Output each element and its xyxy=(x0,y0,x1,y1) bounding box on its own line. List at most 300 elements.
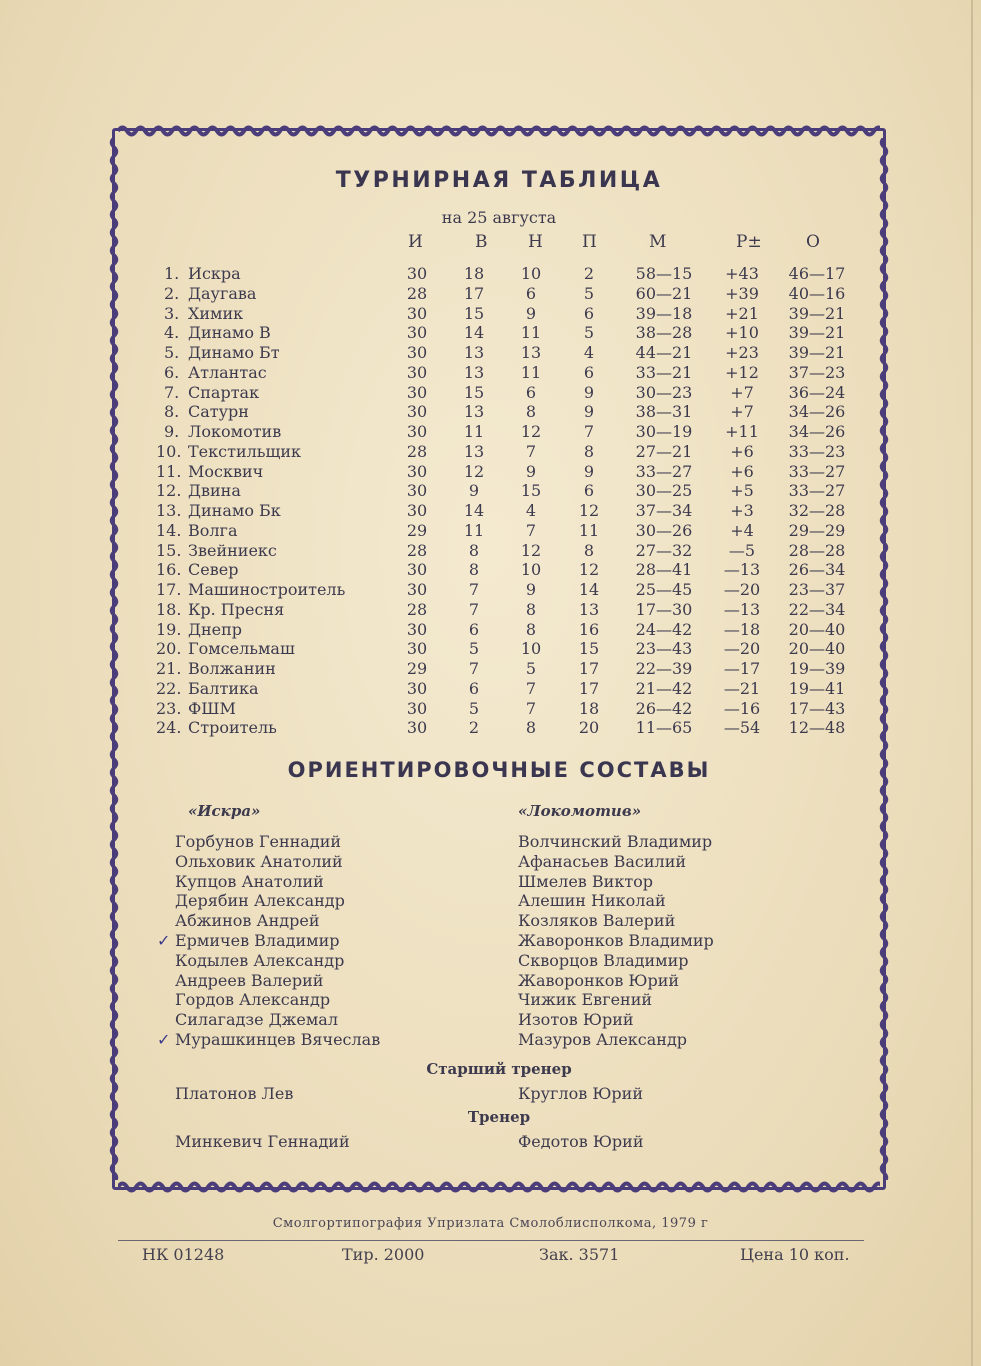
player-name xyxy=(175,891,380,911)
goal-diff-cell: +39 xyxy=(725,283,759,303)
player-name xyxy=(518,971,714,991)
losses-cell: 17 xyxy=(578,659,600,678)
team-name-cell: Спартак xyxy=(188,382,260,402)
position-cell: 5. xyxy=(164,343,180,362)
points-cell: 33—23 xyxy=(788,441,846,461)
draws-cell: 6 xyxy=(525,382,537,402)
goal-diff-cell: —21 xyxy=(723,678,761,698)
position-cell: 13. xyxy=(156,501,182,520)
draws-cell: 10 xyxy=(520,264,542,283)
player-name xyxy=(157,930,380,951)
team-name-cell: Волжанин xyxy=(188,659,276,678)
position-cell: 8. xyxy=(164,402,180,422)
losses-cell: 6 xyxy=(583,303,595,323)
table-row xyxy=(112,600,886,620)
team-name-cell: Сатурн xyxy=(188,402,249,422)
goal-diff-cell: +4 xyxy=(730,520,754,540)
head-coach-label: Старший тренер xyxy=(426,1060,572,1078)
wins-cell: 14 xyxy=(463,323,485,343)
goal-diff-cell: +7 xyxy=(730,402,754,422)
games-cell: 30 xyxy=(406,402,428,422)
games-cell: 28 xyxy=(406,540,428,560)
losses-cell: 5 xyxy=(583,283,595,303)
goals-cell: 38—31 xyxy=(635,402,693,422)
points-cell: 19—41 xyxy=(788,678,846,698)
losses-cell: 14 xyxy=(578,580,600,599)
wins-cell: 5 xyxy=(468,698,480,718)
table-row xyxy=(112,462,886,482)
wins-cell: 13 xyxy=(463,441,485,461)
goals-cell: 30—19 xyxy=(635,422,693,441)
losses-cell: 16 xyxy=(578,619,600,639)
player-name xyxy=(175,951,380,971)
wins-cell: 15 xyxy=(463,303,485,323)
player-name xyxy=(175,990,380,1010)
table-row xyxy=(112,323,886,343)
points-cell: 40—16 xyxy=(788,283,846,303)
goal-diff-cell: —18 xyxy=(723,619,761,639)
losses-cell: 11 xyxy=(578,520,600,540)
wins-cell: 6 xyxy=(468,619,480,639)
games-cell: 30 xyxy=(406,362,428,382)
wins-cell: 2 xyxy=(468,718,480,738)
draws-cell: 9 xyxy=(525,461,537,481)
player-name-text: Волчинский Владимир xyxy=(518,832,713,851)
table-row xyxy=(112,580,886,600)
player-name-text: Шмелев Виктор xyxy=(518,871,654,891)
points-cell: 36—24 xyxy=(788,382,846,402)
header-games: И xyxy=(408,232,423,252)
home-team-name: «Искра» xyxy=(188,802,261,820)
draws-cell: 9 xyxy=(525,580,537,599)
position-cell: 16. xyxy=(156,560,182,580)
table-row xyxy=(112,284,886,304)
draws-cell: 8 xyxy=(525,718,537,738)
player-name xyxy=(518,931,714,951)
position-cell: 17. xyxy=(156,580,182,599)
wins-cell: 8 xyxy=(468,560,480,580)
table-row xyxy=(112,718,886,738)
player-name-text: Алешин Николай xyxy=(518,891,666,911)
goals-cell: 30—23 xyxy=(635,382,693,402)
printer-credit: Смолгортипография Упризлата Смолоблисполкома, 1979 г xyxy=(272,1216,709,1231)
position-cell: 10. xyxy=(156,441,182,461)
goal-diff-cell: —17 xyxy=(723,659,761,678)
player-name-text: Мурашкинцев Вячеслав xyxy=(175,1029,381,1049)
goal-diff-cell: —54 xyxy=(723,718,761,738)
games-cell: 28 xyxy=(406,441,428,461)
wins-cell: 15 xyxy=(463,382,485,402)
position-cell: 23. xyxy=(156,698,182,718)
goals-cell: 23—43 xyxy=(635,639,693,659)
check-mark-icon: ✓ xyxy=(157,930,171,950)
team-name-cell: Двина xyxy=(188,481,241,501)
player-name xyxy=(518,852,714,872)
team-name-cell: Химик xyxy=(188,303,244,323)
losses-cell: 2 xyxy=(583,264,595,283)
position-cell: 1. xyxy=(164,264,180,283)
table-row xyxy=(112,639,886,659)
page-edge xyxy=(971,0,973,1366)
points-cell: 39—21 xyxy=(788,323,846,343)
goals-cell: 22—39 xyxy=(635,659,693,678)
goals-cell: 58—15 xyxy=(635,264,693,283)
player-name-text: Скворцов Владимир xyxy=(518,950,689,970)
player-name xyxy=(175,852,380,872)
losses-cell: 12 xyxy=(578,501,600,520)
lineups-title: ОРИЕНТИРОВОЧНЫЕ СОСТАВЫ xyxy=(287,758,711,782)
team-name-cell: Балтика xyxy=(188,678,259,698)
player-name-text: Афанасьев Василий xyxy=(518,851,687,871)
player-name xyxy=(518,1010,714,1030)
player-name-text: Купцов Анатолий xyxy=(175,871,324,891)
team-name-cell: Днепр xyxy=(188,619,243,639)
position-cell: 20. xyxy=(156,639,182,659)
player-name-text: Кодылев Александр xyxy=(175,950,345,970)
points-cell: 26—34 xyxy=(788,560,846,580)
player-name xyxy=(175,971,380,991)
goal-diff-cell: —13 xyxy=(723,599,761,619)
points-cell: 34—26 xyxy=(788,422,846,441)
team-name-cell: Север xyxy=(188,560,239,580)
away-head-coach: Круглов Юрий xyxy=(518,1084,643,1103)
order-number: Зак. 3571 xyxy=(539,1245,620,1264)
losses-cell: 20 xyxy=(578,718,600,738)
table-row xyxy=(112,560,886,580)
decorative-frame xyxy=(112,128,886,1190)
points-cell: 12—48 xyxy=(788,718,846,738)
points-cell: 34—26 xyxy=(788,402,846,422)
wins-cell: 6 xyxy=(468,678,480,698)
games-cell: 30 xyxy=(406,461,428,481)
goals-cell: 17—30 xyxy=(635,599,693,619)
losses-cell: 17 xyxy=(578,678,600,698)
draws-cell: 13 xyxy=(520,343,542,362)
standings-date: на 25 августа xyxy=(441,208,557,227)
table-row xyxy=(112,521,886,541)
header-losses: П xyxy=(582,232,597,252)
header-goal-diff: Р± xyxy=(736,232,762,252)
games-cell: 29 xyxy=(406,520,428,540)
points-cell: 20—40 xyxy=(788,619,846,639)
losses-cell: 9 xyxy=(583,382,595,402)
player-name xyxy=(518,832,714,852)
position-cell: 11. xyxy=(156,461,182,481)
points-cell: 17—43 xyxy=(788,698,846,718)
draws-cell: 7 xyxy=(525,698,537,718)
player-name-text: Андреев Валерий xyxy=(175,970,324,990)
wins-cell: 13 xyxy=(463,343,485,362)
draws-cell: 10 xyxy=(520,639,542,659)
table-row xyxy=(112,620,886,640)
draws-cell: 5 xyxy=(525,659,537,678)
position-cell: 9. xyxy=(164,422,180,441)
team-name-cell: Гомсельмаш xyxy=(188,639,295,659)
header-points: О xyxy=(806,232,820,252)
goal-diff-cell: —16 xyxy=(723,698,761,718)
player-name-text: Ермичев Владимир xyxy=(175,930,340,950)
header-draws: Н xyxy=(528,232,543,252)
draws-cell: 8 xyxy=(525,599,537,619)
header-wins: В xyxy=(475,232,488,252)
goals-cell: 25—45 xyxy=(635,580,693,599)
draws-cell: 6 xyxy=(525,283,537,303)
position-cell: 3. xyxy=(164,303,180,323)
goals-cell: 27—21 xyxy=(635,441,693,461)
position-cell: 18. xyxy=(156,599,182,619)
games-cell: 30 xyxy=(406,303,428,323)
position-cell: 6. xyxy=(164,362,180,382)
games-cell: 30 xyxy=(406,678,428,698)
player-name-text: Силагадзе Джемал xyxy=(175,1010,339,1030)
player-name-text: Ольховик Анатолий xyxy=(175,851,343,871)
team-name-cell: Звейниекс xyxy=(188,540,277,560)
points-cell: 22—34 xyxy=(788,599,846,619)
games-cell: 30 xyxy=(406,382,428,402)
goals-cell: 30—25 xyxy=(635,481,693,501)
wins-cell: 7 xyxy=(468,659,480,678)
games-cell: 30 xyxy=(406,580,428,599)
player-name xyxy=(518,951,714,971)
games-cell: 30 xyxy=(406,698,428,718)
goal-diff-cell: +3 xyxy=(730,501,754,520)
player-name xyxy=(175,1010,380,1030)
games-cell: 30 xyxy=(406,639,428,659)
table-row xyxy=(112,481,886,501)
away-coach: Федотов Юрий xyxy=(518,1132,644,1151)
team-name-cell: Машиностроитель xyxy=(188,580,346,599)
table-row xyxy=(112,679,886,699)
losses-cell: 12 xyxy=(578,560,600,580)
position-cell: 19. xyxy=(156,619,182,639)
player-name xyxy=(518,1030,714,1050)
draws-cell: 4 xyxy=(525,501,537,520)
points-cell: 28—28 xyxy=(788,540,846,560)
draws-cell: 7 xyxy=(525,520,537,540)
goal-diff-cell: +7 xyxy=(730,382,754,402)
games-cell: 30 xyxy=(406,501,428,520)
goal-diff-cell: +21 xyxy=(725,303,759,323)
publication-code: НК 01248 xyxy=(142,1245,225,1264)
losses-cell: 8 xyxy=(583,540,595,560)
games-cell: 29 xyxy=(406,659,428,678)
frame-wave-top xyxy=(118,122,880,140)
points-cell: 29—29 xyxy=(788,520,846,540)
circulation: Тир. 2000 xyxy=(342,1245,425,1264)
goals-cell: 28—41 xyxy=(635,560,693,580)
table-row xyxy=(112,541,886,561)
team-name-cell: Кр. Пресня xyxy=(188,599,285,619)
draws-cell: 15 xyxy=(520,481,542,501)
team-name-cell: Даугава xyxy=(188,283,257,303)
draws-cell: 7 xyxy=(525,678,537,698)
draws-cell: 12 xyxy=(520,540,542,560)
table-row xyxy=(112,383,886,403)
losses-cell: 15 xyxy=(578,639,600,659)
team-name-cell: ФШМ xyxy=(188,698,236,718)
position-cell: 14. xyxy=(156,520,182,540)
check-mark-icon: ✓ xyxy=(157,1029,171,1049)
games-cell: 30 xyxy=(406,718,428,738)
team-name-cell: Москвич xyxy=(188,461,264,481)
position-cell: 24. xyxy=(156,718,182,738)
points-cell: 33—27 xyxy=(788,481,846,501)
goals-cell: 38—28 xyxy=(635,323,693,343)
price: Цена 10 коп. xyxy=(740,1245,850,1264)
goals-cell: 33—27 xyxy=(635,461,693,481)
goals-cell: 24—42 xyxy=(635,619,693,639)
points-cell: 33—27 xyxy=(788,461,846,481)
away-team-name: «Локомотив» xyxy=(518,802,642,820)
points-cell: 20—40 xyxy=(788,639,846,659)
draws-cell: 8 xyxy=(525,619,537,639)
games-cell: 28 xyxy=(406,599,428,619)
games-cell: 30 xyxy=(406,323,428,343)
draws-cell: 10 xyxy=(520,560,542,580)
goals-cell: 27—32 xyxy=(635,540,693,560)
player-name xyxy=(175,832,380,852)
goal-diff-cell: +10 xyxy=(725,323,759,343)
wins-cell: 9 xyxy=(468,481,480,501)
player-name xyxy=(518,911,714,931)
wins-cell: 12 xyxy=(463,461,485,481)
team-name-cell: Искра xyxy=(188,264,241,283)
team-name-cell: Динамо Бк xyxy=(188,501,281,520)
player-name-text: Абжинов Андрей xyxy=(175,911,320,931)
away-roster xyxy=(518,832,714,1050)
games-cell: 30 xyxy=(406,422,428,441)
player-name-text: Жаворонков Владимир xyxy=(518,930,714,950)
home-head-coach: Платонов Лев xyxy=(175,1084,294,1103)
standings-table xyxy=(112,264,886,738)
table-row xyxy=(112,402,886,422)
wins-cell: 13 xyxy=(463,402,485,422)
wins-cell: 5 xyxy=(468,639,480,659)
header-goals: М xyxy=(649,232,667,252)
wins-cell: 14 xyxy=(463,501,485,520)
losses-cell: 6 xyxy=(583,362,595,382)
goal-diff-cell: +23 xyxy=(725,343,759,362)
player-name xyxy=(518,872,714,892)
player-name xyxy=(157,1029,381,1050)
position-cell: 15. xyxy=(156,540,182,560)
frame-wave-bottom xyxy=(118,1178,880,1196)
wins-cell: 7 xyxy=(468,599,480,619)
table-row xyxy=(112,363,886,383)
losses-cell: 9 xyxy=(583,402,595,422)
draws-cell: 9 xyxy=(525,303,537,323)
player-name-text: Чижик Евгений xyxy=(518,990,653,1010)
games-cell: 30 xyxy=(406,264,428,283)
goals-cell: 60—21 xyxy=(635,283,693,303)
goal-diff-cell: —20 xyxy=(723,639,761,659)
player-name-text: Козляков Валерий xyxy=(518,911,676,931)
goals-cell: 11—65 xyxy=(635,718,693,738)
points-cell: 39—21 xyxy=(788,303,846,323)
coach-label: Тренер xyxy=(467,1108,531,1126)
wins-cell: 11 xyxy=(463,520,485,540)
goal-diff-cell: +6 xyxy=(730,461,754,481)
table-row xyxy=(112,304,886,324)
standings-title: ТУРНИРНАЯ ТАБЛИЦА xyxy=(335,168,663,193)
home-coach: Минкевич Геннадий xyxy=(175,1132,350,1151)
goals-cell: 21—42 xyxy=(635,678,693,698)
points-cell: 32—28 xyxy=(788,501,846,520)
wins-cell: 13 xyxy=(463,362,485,382)
player-name-text: Гордов Александр xyxy=(175,990,331,1010)
goals-cell: 26—42 xyxy=(635,698,693,718)
home-roster xyxy=(157,832,381,1050)
points-cell: 37—23 xyxy=(788,362,846,382)
goals-cell: 44—21 xyxy=(635,343,693,362)
goal-diff-cell: +43 xyxy=(725,264,759,283)
games-cell: 30 xyxy=(406,343,428,362)
goals-cell: 33—21 xyxy=(635,362,693,382)
table-row xyxy=(112,501,886,521)
losses-cell: 13 xyxy=(578,599,600,619)
draws-cell: 11 xyxy=(520,362,542,382)
position-cell: 7. xyxy=(164,382,180,402)
goal-diff-cell: —13 xyxy=(723,560,761,580)
points-cell: 23—37 xyxy=(788,580,846,599)
goal-diff-cell: —20 xyxy=(723,580,761,599)
table-row xyxy=(112,422,886,442)
team-name-cell: Динамо Бт xyxy=(188,343,280,362)
losses-cell: 7 xyxy=(583,422,595,441)
games-cell: 30 xyxy=(406,619,428,639)
table-row xyxy=(112,264,886,284)
games-cell: 30 xyxy=(406,560,428,580)
goal-diff-cell: +11 xyxy=(725,422,759,441)
draws-cell: 8 xyxy=(525,402,537,422)
team-name-cell: Строитель xyxy=(188,718,277,738)
losses-cell: 8 xyxy=(583,441,595,461)
position-cell: 22. xyxy=(156,678,182,698)
player-name-text: Горбунов Геннадий xyxy=(175,832,342,851)
draws-cell: 11 xyxy=(520,323,542,343)
draws-cell: 7 xyxy=(525,441,537,461)
team-name-cell: Текстильщик xyxy=(188,441,302,461)
player-name xyxy=(518,891,714,911)
wins-cell: 7 xyxy=(468,580,480,599)
losses-cell: 4 xyxy=(583,343,595,362)
position-cell: 2. xyxy=(164,283,180,303)
wins-cell: 17 xyxy=(463,283,485,303)
points-cell: 46—17 xyxy=(788,264,846,283)
losses-cell: 6 xyxy=(583,481,595,501)
footer-divider xyxy=(118,1240,864,1241)
losses-cell: 18 xyxy=(578,698,600,718)
player-name xyxy=(175,872,380,892)
goal-diff-cell: +6 xyxy=(730,441,754,461)
points-cell: 39—21 xyxy=(788,343,846,362)
draws-cell: 12 xyxy=(520,422,542,441)
goal-diff-cell: +12 xyxy=(725,362,759,382)
player-name xyxy=(175,911,380,931)
player-name-text: Дерябин Александр xyxy=(175,891,345,911)
goals-cell: 39—18 xyxy=(635,303,693,323)
team-name-cell: Динамо В xyxy=(188,323,271,343)
goal-diff-cell: +5 xyxy=(730,481,754,501)
table-row xyxy=(112,699,886,719)
wins-cell: 11 xyxy=(463,422,485,441)
goal-diff-cell: —5 xyxy=(728,540,756,560)
goals-cell: 30—26 xyxy=(635,520,693,540)
wins-cell: 18 xyxy=(463,264,485,283)
losses-cell: 9 xyxy=(583,461,595,481)
wins-cell: 8 xyxy=(468,540,480,560)
table-row xyxy=(112,442,886,462)
